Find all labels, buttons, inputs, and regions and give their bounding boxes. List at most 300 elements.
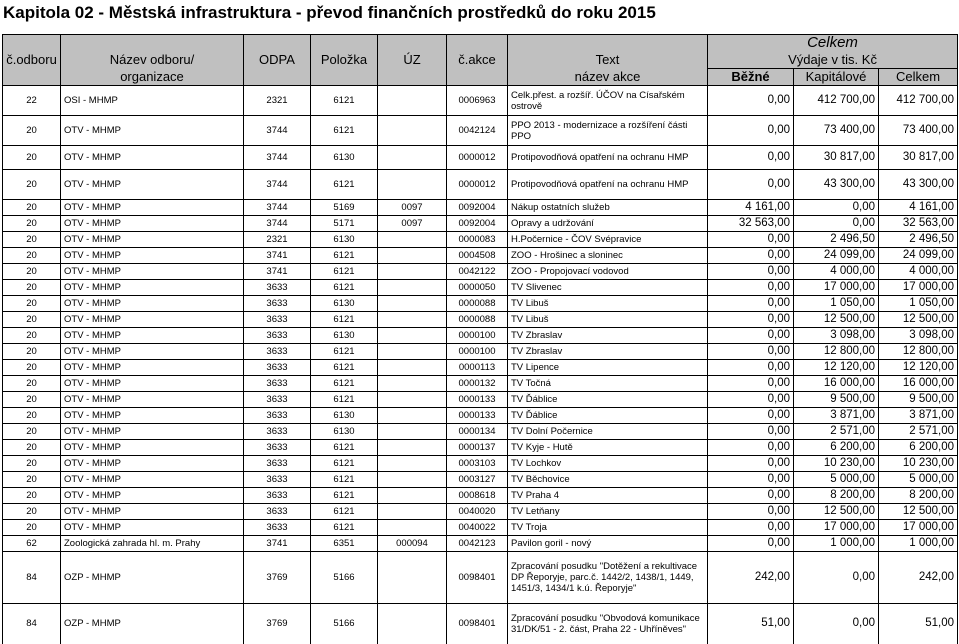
cell-polozka: 6121 xyxy=(311,344,378,360)
table-row xyxy=(3,280,958,296)
cell-bezne: 0,00 xyxy=(708,280,794,296)
cell-text: TV Slivenec xyxy=(508,280,708,296)
cell-polozka: 6130 xyxy=(311,408,378,424)
cell-uz xyxy=(378,472,447,488)
cell-odpa: 3633 xyxy=(244,328,311,344)
cell-kapitalove: 5 000,00 xyxy=(794,472,879,488)
cell-nazev: OZP - MHMP xyxy=(61,552,244,604)
cell-odpa: 3633 xyxy=(244,440,311,456)
table-row xyxy=(3,408,958,424)
cell-odpa: 3633 xyxy=(244,408,311,424)
cell-odbor: 20 xyxy=(3,200,61,216)
cell-bezne: 0,00 xyxy=(708,264,794,280)
cell-uz xyxy=(378,170,447,200)
cell-uz xyxy=(378,264,447,280)
cell-celkem: 24 099,00 xyxy=(879,248,958,264)
cell-uz xyxy=(378,86,447,116)
cell-uz xyxy=(378,296,447,312)
cell-odbor: 20 xyxy=(3,216,61,232)
cell-celkem: 9 500,00 xyxy=(879,392,958,408)
cell-bezne: 0,00 xyxy=(708,86,794,116)
cell-celkem: 12 800,00 xyxy=(879,344,958,360)
cell-celkem: 6 200,00 xyxy=(879,440,958,456)
cell-bezne: 242,00 xyxy=(708,552,794,604)
cell-text: TV Dolní Počernice xyxy=(508,424,708,440)
cell-akce: 0003127 xyxy=(447,472,508,488)
cell-bezne: 0,00 xyxy=(708,248,794,264)
cell-odpa: 3633 xyxy=(244,520,311,536)
cell-akce: 0098401 xyxy=(447,552,508,604)
cell-odpa: 3741 xyxy=(244,536,311,552)
cell-odbor: 20 xyxy=(3,472,61,488)
table-row xyxy=(3,488,958,504)
cell-celkem: 2 496,50 xyxy=(879,232,958,248)
cell-text: TV Zbraslav xyxy=(508,344,708,360)
table-row xyxy=(3,264,958,280)
cell-text: TV Ďáblice xyxy=(508,408,708,424)
cell-akce: 0040020 xyxy=(447,504,508,520)
cell-bezne: 0,00 xyxy=(708,116,794,146)
cell-odpa: 3633 xyxy=(244,296,311,312)
cell-nazev: OTV - MHMP xyxy=(61,344,244,360)
cell-celkem: 51,00 xyxy=(879,604,958,644)
cell-odpa: 3769 xyxy=(244,604,311,644)
cell-nazev: OTV - MHMP xyxy=(61,424,244,440)
cell-odpa: 3633 xyxy=(244,488,311,504)
cell-akce: 0098401 xyxy=(447,604,508,644)
table-row xyxy=(3,536,958,552)
cell-odpa: 3744 xyxy=(244,116,311,146)
cell-kapitalove: 12 120,00 xyxy=(794,360,879,376)
cell-uz xyxy=(378,456,447,472)
cell-kapitalove: 12 800,00 xyxy=(794,344,879,360)
cell-uz: 0097 xyxy=(378,200,447,216)
header-c-akce: č.akce xyxy=(447,51,508,69)
cell-kapitalove: 6 200,00 xyxy=(794,440,879,456)
cell-nazev: OTV - MHMP xyxy=(61,520,244,536)
cell-odbor: 20 xyxy=(3,280,61,296)
cell-bezne: 0,00 xyxy=(708,146,794,170)
cell-bezne: 51,00 xyxy=(708,604,794,644)
cell-bezne: 0,00 xyxy=(708,360,794,376)
header-celkem: Celkem xyxy=(708,35,958,52)
cell-uz xyxy=(378,116,447,146)
cell-nazev: OTV - MHMP xyxy=(61,440,244,456)
cell-polozka: 5171 xyxy=(311,216,378,232)
header-text: Text xyxy=(508,51,708,69)
table-row xyxy=(3,440,958,456)
cell-nazev: OTV - MHMP xyxy=(61,280,244,296)
cell-odbor: 20 xyxy=(3,248,61,264)
cell-odpa: 3633 xyxy=(244,392,311,408)
cell-text: Opravy a udržování xyxy=(508,216,708,232)
cell-text: TV Běchovice xyxy=(508,472,708,488)
cell-text: TV Libuš xyxy=(508,312,708,328)
cell-kapitalove: 2 496,50 xyxy=(794,232,879,248)
cell-text: TV Troja xyxy=(508,520,708,536)
cell-polozka: 6121 xyxy=(311,360,378,376)
cell-polozka: 6121 xyxy=(311,392,378,408)
cell-polozka: 6130 xyxy=(311,296,378,312)
cell-kapitalove: 4 000,00 xyxy=(794,264,879,280)
cell-uz xyxy=(378,328,447,344)
cell-uz xyxy=(378,312,447,328)
cell-uz: 0097 xyxy=(378,216,447,232)
cell-odbor: 20 xyxy=(3,296,61,312)
cell-kapitalove: 12 500,00 xyxy=(794,312,879,328)
cell-bezne: 0,00 xyxy=(708,536,794,552)
cell-kapitalove: 30 817,00 xyxy=(794,146,879,170)
table-row xyxy=(3,376,958,392)
cell-odbor: 20 xyxy=(3,504,61,520)
cell-nazev: OTV - MHMP xyxy=(61,376,244,392)
cell-kapitalove: 9 500,00 xyxy=(794,392,879,408)
cell-nazev: OSI - MHMP xyxy=(61,86,244,116)
table-row xyxy=(3,86,958,116)
cell-nazev: OTV - MHMP xyxy=(61,328,244,344)
cell-odbor: 20 xyxy=(3,232,61,248)
cell-kapitalove: 16 000,00 xyxy=(794,376,879,392)
cell-kapitalove: 1 000,00 xyxy=(794,536,879,552)
cell-bezne: 0,00 xyxy=(708,312,794,328)
cell-uz xyxy=(378,408,447,424)
cell-celkem: 4 161,00 xyxy=(879,200,958,216)
cell-akce: 0006963 xyxy=(447,86,508,116)
cell-nazev: OTV - MHMP xyxy=(61,248,244,264)
cell-odbor: 20 xyxy=(3,312,61,328)
cell-kapitalove: 10 230,00 xyxy=(794,456,879,472)
cell-bezne: 0,00 xyxy=(708,488,794,504)
cell-akce: 0000088 xyxy=(447,296,508,312)
cell-bezne: 0,00 xyxy=(708,328,794,344)
cell-celkem: 5 000,00 xyxy=(879,472,958,488)
cell-uz xyxy=(378,376,447,392)
cell-akce: 0000012 xyxy=(447,146,508,170)
cell-polozka: 6121 xyxy=(311,312,378,328)
header-kapitalove: Kapitálové xyxy=(794,69,879,86)
cell-nazev: OZP - MHMP xyxy=(61,604,244,644)
cell-kapitalove: 12 500,00 xyxy=(794,504,879,520)
cell-text: TV Ďáblice xyxy=(508,392,708,408)
cell-celkem: 12 120,00 xyxy=(879,360,958,376)
cell-polozka: 6121 xyxy=(311,376,378,392)
cell-text: Nákup ostatních služeb xyxy=(508,200,708,216)
cell-celkem: 8 200,00 xyxy=(879,488,958,504)
cell-odbor: 20 xyxy=(3,440,61,456)
cell-odbor: 20 xyxy=(3,360,61,376)
cell-odbor: 20 xyxy=(3,328,61,344)
cell-uz xyxy=(378,440,447,456)
table-row xyxy=(3,146,958,170)
cell-polozka: 6351 xyxy=(311,536,378,552)
cell-bezne: 0,00 xyxy=(708,472,794,488)
header-c-odboru: č.odboru xyxy=(3,51,61,69)
cell-celkem: 2 571,00 xyxy=(879,424,958,440)
cell-nazev: OTV - MHMP xyxy=(61,392,244,408)
cell-nazev: Zoologická zahrada hl. m. Prahy xyxy=(61,536,244,552)
table-row xyxy=(3,296,958,312)
cell-odpa: 3633 xyxy=(244,360,311,376)
cell-akce: 0042124 xyxy=(447,116,508,146)
cell-text: Pavilon goril - nový xyxy=(508,536,708,552)
cell-akce: 0008618 xyxy=(447,488,508,504)
cell-uz xyxy=(378,360,447,376)
cell-nazev: OTV - MHMP xyxy=(61,456,244,472)
cell-bezne: 0,00 xyxy=(708,504,794,520)
cell-polozka: 6121 xyxy=(311,504,378,520)
cell-akce: 0003103 xyxy=(447,456,508,472)
cell-text: Celk.přest. a rozšíř. ÚČOV na Císařském ostrově xyxy=(508,86,708,116)
cell-polozka: 6130 xyxy=(311,424,378,440)
cell-text: TV Lipence xyxy=(508,360,708,376)
cell-akce: 0000134 xyxy=(447,424,508,440)
cell-kapitalove: 0,00 xyxy=(794,216,879,232)
cell-akce: 0000133 xyxy=(447,408,508,424)
cell-nazev: OTV - MHMP xyxy=(61,472,244,488)
cell-celkem: 412 700,00 xyxy=(879,86,958,116)
cell-akce: 0000100 xyxy=(447,328,508,344)
cell-polozka: 6121 xyxy=(311,488,378,504)
cell-akce: 0092004 xyxy=(447,200,508,216)
cell-text: TV Lochkov xyxy=(508,456,708,472)
cell-text: Zpracování posudku "Obvodová komunikace 31/DK/51 - 2. část, Praha 22 - Uhříněves" xyxy=(508,604,708,644)
cell-text: PPO 2013 - modernizace a rozšíření části PPO xyxy=(508,116,708,146)
cell-nazev: OTV - MHMP xyxy=(61,296,244,312)
cell-odpa: 3744 xyxy=(244,170,311,200)
cell-celkem: 32 563,00 xyxy=(879,216,958,232)
cell-bezne: 0,00 xyxy=(708,408,794,424)
cell-odbor: 20 xyxy=(3,392,61,408)
cell-polozka: 6121 xyxy=(311,264,378,280)
cell-odbor: 20 xyxy=(3,146,61,170)
table-row xyxy=(3,344,958,360)
cell-celkem: 12 500,00 xyxy=(879,312,958,328)
cell-odbor: 84 xyxy=(3,604,61,644)
header-nazev-akce: název akce xyxy=(508,69,708,86)
cell-text: TV Kyje - Hutě xyxy=(508,440,708,456)
cell-celkem: 12 500,00 xyxy=(879,504,958,520)
cell-kapitalove: 412 700,00 xyxy=(794,86,879,116)
table-row xyxy=(3,312,958,328)
cell-nazev: OTV - MHMP xyxy=(61,408,244,424)
cell-odbor: 20 xyxy=(3,264,61,280)
cell-celkem: 3 871,00 xyxy=(879,408,958,424)
cell-odbor: 20 xyxy=(3,456,61,472)
cell-odbor: 62 xyxy=(3,536,61,552)
cell-nazev: OTV - MHMP xyxy=(61,146,244,170)
cell-akce: 0000088 xyxy=(447,312,508,328)
cell-bezne: 0,00 xyxy=(708,170,794,200)
cell-uz xyxy=(378,520,447,536)
cell-akce: 0000100 xyxy=(447,344,508,360)
table-row xyxy=(3,216,958,232)
cell-celkem: 1 000,00 xyxy=(879,536,958,552)
cell-polozka: 5166 xyxy=(311,552,378,604)
budget-table xyxy=(2,34,958,644)
cell-polozka: 6121 xyxy=(311,456,378,472)
cell-celkem: 17 000,00 xyxy=(879,280,958,296)
cell-odbor: 22 xyxy=(3,86,61,116)
cell-kapitalove: 1 050,00 xyxy=(794,296,879,312)
cell-odpa: 3744 xyxy=(244,200,311,216)
cell-odpa: 3633 xyxy=(244,424,311,440)
table-row xyxy=(3,232,958,248)
cell-odpa: 3633 xyxy=(244,344,311,360)
cell-text: TV Zbraslav xyxy=(508,328,708,344)
table-row xyxy=(3,552,958,604)
cell-celkem: 43 300,00 xyxy=(879,170,958,200)
table-row xyxy=(3,392,958,408)
cell-bezne: 0,00 xyxy=(708,440,794,456)
header-celkem-col: Celkem xyxy=(879,69,958,86)
cell-odpa: 3633 xyxy=(244,280,311,296)
cell-odbor: 20 xyxy=(3,520,61,536)
cell-celkem: 4 000,00 xyxy=(879,264,958,280)
cell-text: TV Libuš xyxy=(508,296,708,312)
cell-uz xyxy=(378,280,447,296)
table-row xyxy=(3,328,958,344)
header-vydaje: Výdaje v tis. Kč xyxy=(708,51,958,69)
cell-akce: 0000113 xyxy=(447,360,508,376)
cell-kapitalove: 17 000,00 xyxy=(794,520,879,536)
table-row xyxy=(3,424,958,440)
cell-odpa: 3744 xyxy=(244,216,311,232)
header-odpa: ODPA xyxy=(244,51,311,69)
cell-nazev: OTV - MHMP xyxy=(61,264,244,280)
table-row xyxy=(3,456,958,472)
cell-celkem: 30 817,00 xyxy=(879,146,958,170)
cell-uz xyxy=(378,552,447,604)
cell-uz xyxy=(378,424,447,440)
cell-odpa: 3633 xyxy=(244,472,311,488)
cell-polozka: 5169 xyxy=(311,200,378,216)
cell-akce: 0000132 xyxy=(447,376,508,392)
cell-nazev: OTV - MHMP xyxy=(61,488,244,504)
cell-odbor: 84 xyxy=(3,552,61,604)
cell-polozka: 6130 xyxy=(311,328,378,344)
cell-odpa: 3741 xyxy=(244,264,311,280)
cell-polozka: 5166 xyxy=(311,604,378,644)
header-nazev-odboru: Název odboru/ xyxy=(61,51,244,69)
cell-akce: 0000137 xyxy=(447,440,508,456)
cell-bezne: 32 563,00 xyxy=(708,216,794,232)
cell-odpa: 3744 xyxy=(244,146,311,170)
cell-text: Zpracování posudku "Dotěžení a rekultivace DP Řeporyje, parc.č. 1442/2, 1438/1, 1449, 1451/3, 1434/1 k.ú. Řeporyje" xyxy=(508,552,708,604)
cell-akce: 0000012 xyxy=(447,170,508,200)
cell-bezne: 0,00 xyxy=(708,296,794,312)
cell-celkem: 10 230,00 xyxy=(879,456,958,472)
cell-kapitalove: 8 200,00 xyxy=(794,488,879,504)
cell-uz xyxy=(378,248,447,264)
cell-nazev: OTV - MHMP xyxy=(61,312,244,328)
table-row xyxy=(3,472,958,488)
cell-polozka: 6121 xyxy=(311,440,378,456)
cell-akce: 0000133 xyxy=(447,392,508,408)
cell-celkem: 1 050,00 xyxy=(879,296,958,312)
cell-uz xyxy=(378,344,447,360)
cell-nazev: OTV - MHMP xyxy=(61,170,244,200)
cell-kapitalove: 3 098,00 xyxy=(794,328,879,344)
cell-odbor: 20 xyxy=(3,424,61,440)
cell-kapitalove: 17 000,00 xyxy=(794,280,879,296)
cell-odbor: 20 xyxy=(3,116,61,146)
cell-bezne: 4 161,00 xyxy=(708,200,794,216)
cell-uz xyxy=(378,488,447,504)
cell-odbor: 20 xyxy=(3,408,61,424)
cell-text: TV Praha 4 xyxy=(508,488,708,504)
cell-kapitalove: 0,00 xyxy=(794,200,879,216)
cell-odpa: 3633 xyxy=(244,376,311,392)
cell-odpa: 3633 xyxy=(244,312,311,328)
cell-text: ZOO - Hrošinec a sloninec xyxy=(508,248,708,264)
cell-text: H.Počernice - ČOV Svépravice xyxy=(508,232,708,248)
cell-odpa: 2321 xyxy=(244,232,311,248)
cell-polozka: 6130 xyxy=(311,232,378,248)
cell-bezne: 0,00 xyxy=(708,520,794,536)
cell-kapitalove: 24 099,00 xyxy=(794,248,879,264)
cell-text: TV Letňany xyxy=(508,504,708,520)
cell-odbor: 20 xyxy=(3,376,61,392)
cell-kapitalove: 0,00 xyxy=(794,604,879,644)
cell-text: ZOO - Propojovací vodovod xyxy=(508,264,708,280)
cell-akce: 0092004 xyxy=(447,216,508,232)
cell-polozka: 6121 xyxy=(311,170,378,200)
cell-celkem: 3 098,00 xyxy=(879,328,958,344)
cell-uz xyxy=(378,604,447,644)
cell-celkem: 73 400,00 xyxy=(879,116,958,146)
cell-nazev: OTV - MHMP xyxy=(61,116,244,146)
cell-odpa: 3633 xyxy=(244,504,311,520)
table-row xyxy=(3,360,958,376)
cell-kapitalove: 3 871,00 xyxy=(794,408,879,424)
cell-celkem: 16 000,00 xyxy=(879,376,958,392)
table-row xyxy=(3,200,958,216)
cell-odbor: 20 xyxy=(3,344,61,360)
cell-polozka: 6121 xyxy=(311,472,378,488)
cell-akce: 0040022 xyxy=(447,520,508,536)
cell-text: TV Točná xyxy=(508,376,708,392)
table-row xyxy=(3,248,958,264)
cell-polozka: 6121 xyxy=(311,86,378,116)
cell-kapitalove: 43 300,00 xyxy=(794,170,879,200)
cell-bezne: 0,00 xyxy=(708,376,794,392)
header-organizace: organizace xyxy=(61,69,244,86)
cell-celkem: 17 000,00 xyxy=(879,520,958,536)
cell-akce: 0042122 xyxy=(447,264,508,280)
cell-odbor: 20 xyxy=(3,488,61,504)
cell-uz: 000094 xyxy=(378,536,447,552)
cell-uz xyxy=(378,232,447,248)
cell-bezne: 0,00 xyxy=(708,392,794,408)
cell-akce: 0000083 xyxy=(447,232,508,248)
cell-akce: 0004508 xyxy=(447,248,508,264)
cell-akce: 0042123 xyxy=(447,536,508,552)
cell-nazev: OTV - MHMP xyxy=(61,232,244,248)
cell-odpa: 2321 xyxy=(244,86,311,116)
cell-akce: 0000050 xyxy=(447,280,508,296)
table-row xyxy=(3,504,958,520)
cell-polozka: 6130 xyxy=(311,146,378,170)
cell-uz xyxy=(378,392,447,408)
cell-kapitalove: 0,00 xyxy=(794,552,879,604)
header-bezne: Běžné xyxy=(708,69,794,86)
table-row xyxy=(3,170,958,200)
cell-polozka: 6121 xyxy=(311,520,378,536)
cell-nazev: OTV - MHMP xyxy=(61,200,244,216)
cell-nazev: OTV - MHMP xyxy=(61,504,244,520)
cell-odpa: 3741 xyxy=(244,248,311,264)
cell-odpa: 3769 xyxy=(244,552,311,604)
